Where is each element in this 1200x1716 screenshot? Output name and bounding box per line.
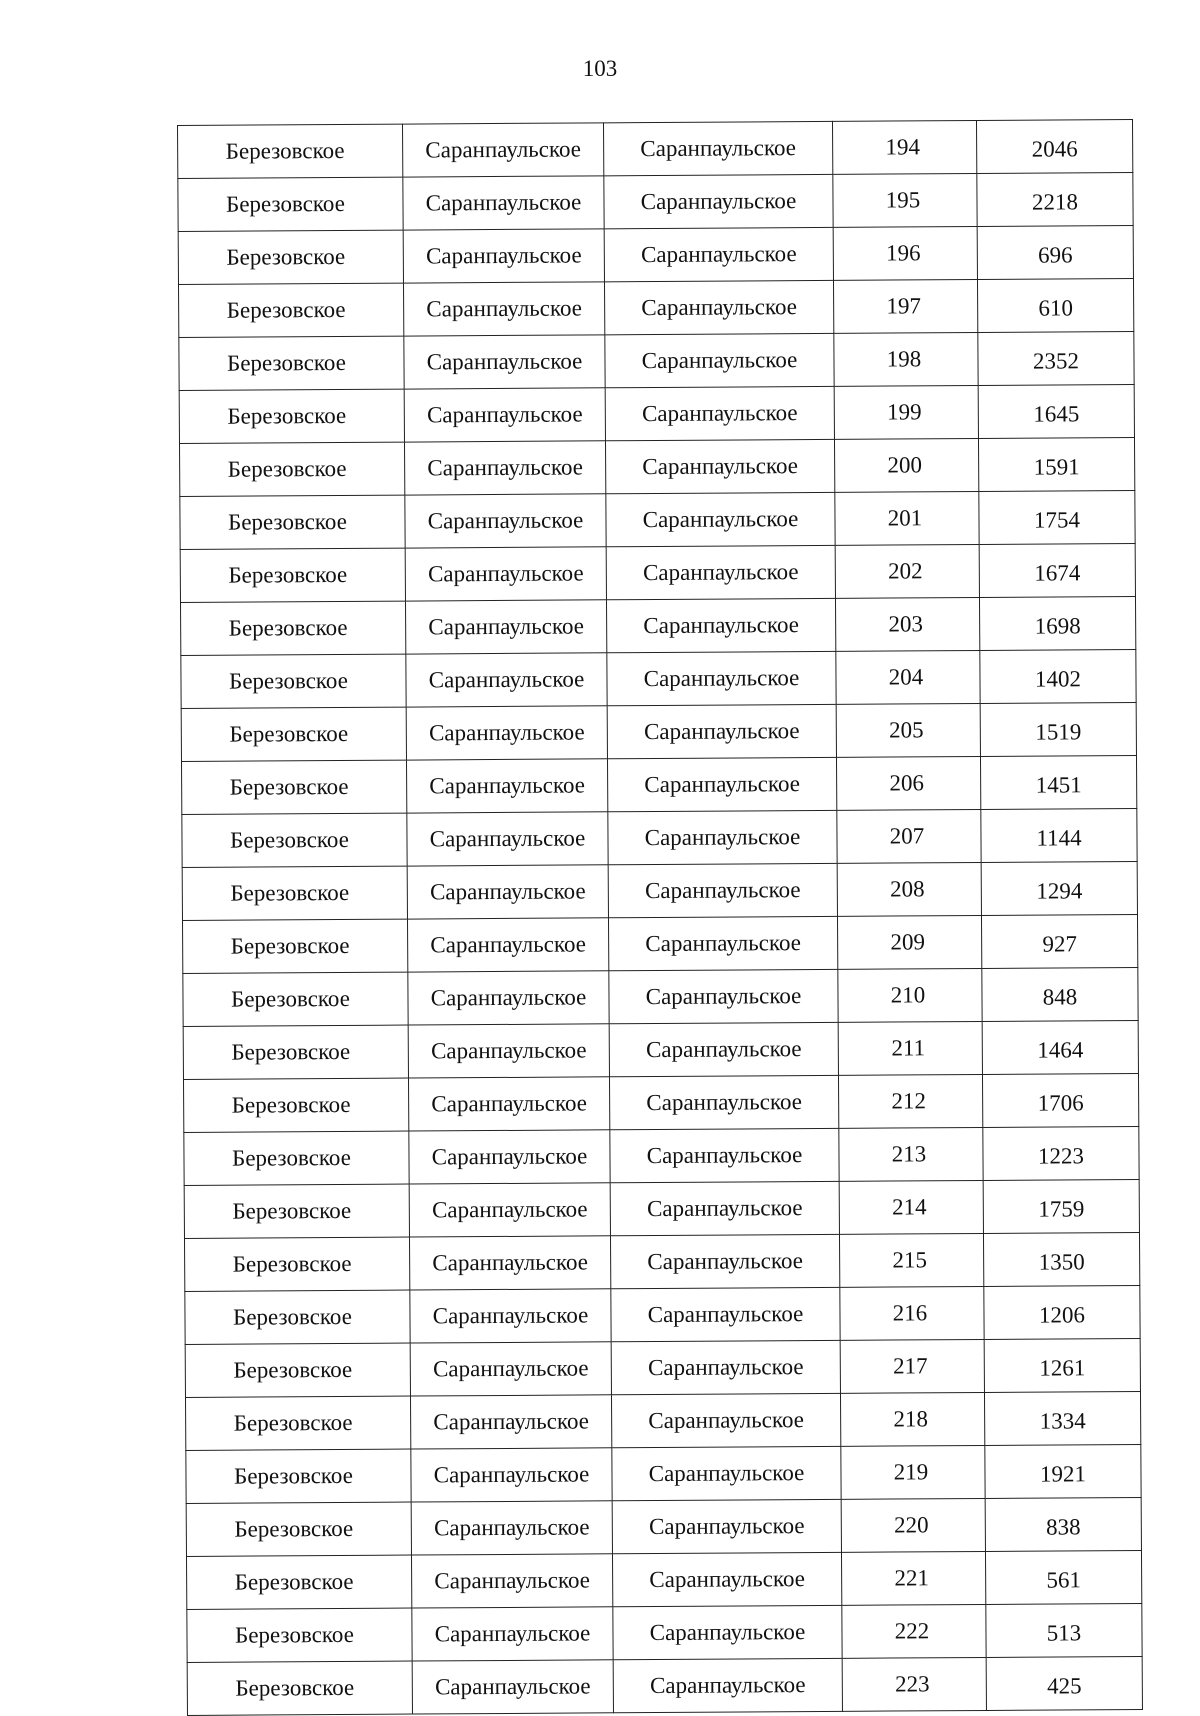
value-cell: 425 xyxy=(986,1656,1142,1710)
locality-cell: Саранпаульское xyxy=(610,1128,839,1182)
table-row xyxy=(180,543,1135,602)
locality-cell: Саранпаульское xyxy=(608,916,837,970)
value-cell: 1921 xyxy=(985,1444,1141,1498)
district-cell: Березовское xyxy=(182,866,407,920)
value-cell: 2218 xyxy=(977,172,1133,226)
table-row xyxy=(182,808,1137,867)
locality-cell: Саранпаульское xyxy=(605,333,834,387)
locality-cell: Саранпаульское xyxy=(606,598,835,652)
settlement-cell: Саранпаульское xyxy=(407,812,608,866)
settlement-cell: Саранпаульское xyxy=(409,1183,610,1237)
table-row xyxy=(184,1179,1139,1238)
district-cell: Березовское xyxy=(184,1237,409,1291)
value-cell: 1223 xyxy=(983,1126,1139,1180)
district-cell: Березовское xyxy=(178,124,403,178)
district-cell: Березовское xyxy=(186,1502,411,1556)
settlement-cell: Саранпаульское xyxy=(411,1501,612,1555)
table-row xyxy=(183,1073,1138,1132)
number-cell: 200 xyxy=(834,438,978,492)
value-cell: 1294 xyxy=(981,861,1137,915)
settlement-cell: Саранпаульское xyxy=(404,388,605,442)
settlement-cell: Саранпаульское xyxy=(411,1448,612,1502)
table-row xyxy=(185,1285,1140,1344)
settlement-cell: Саранпаульское xyxy=(410,1342,611,1396)
district-cell: Березовское xyxy=(179,336,404,390)
value-cell: 610 xyxy=(977,278,1133,332)
locality-cell: Саранпаульское xyxy=(605,439,834,493)
number-cell: 215 xyxy=(839,1233,983,1287)
locality-cell: Саранпаульское xyxy=(611,1340,840,1394)
table-row xyxy=(178,225,1133,284)
value-cell: 561 xyxy=(985,1550,1141,1604)
table-row xyxy=(185,1391,1140,1450)
settlement-cell: Саранпаульское xyxy=(406,706,607,760)
number-cell: 217 xyxy=(840,1339,984,1393)
district-cell: Березовское xyxy=(181,760,406,814)
settlement-cell: Саранпаульское xyxy=(402,123,603,177)
value-cell: 838 xyxy=(985,1497,1141,1551)
locality-cell: Саранпаульское xyxy=(609,1022,838,1076)
settlement-cell: Саранпаульское xyxy=(410,1289,611,1343)
locality-cell: Саранпаульское xyxy=(611,1287,840,1341)
value-cell: 1759 xyxy=(983,1179,1139,1233)
settlement-cell: Саранпаульское xyxy=(404,335,605,389)
district-cell: Березовское xyxy=(178,177,403,231)
locality-cell: Саранпаульское xyxy=(605,386,834,440)
value-cell: 1144 xyxy=(981,808,1137,862)
table-row xyxy=(179,278,1134,337)
table-row xyxy=(184,1232,1139,1291)
number-cell: 205 xyxy=(836,703,980,757)
locality-cell: Саранпаульское xyxy=(608,810,837,864)
locality-cell: Саранпаульское xyxy=(610,1234,839,1288)
district-cell: Березовское xyxy=(180,495,405,549)
number-cell: 214 xyxy=(839,1180,983,1234)
locality-cell: Саранпаульское xyxy=(604,280,833,334)
value-cell: 2352 xyxy=(978,331,1134,385)
value-cell: 513 xyxy=(986,1603,1142,1657)
locality-cell: Саранпаульское xyxy=(613,1658,842,1712)
district-cell: Березовское xyxy=(185,1290,410,1344)
table-row xyxy=(178,172,1133,231)
locality-cell: Саранпаульское xyxy=(606,492,835,546)
table-row xyxy=(181,755,1136,814)
table-row xyxy=(181,596,1136,655)
settlement-cell: Саранпаульское xyxy=(406,653,607,707)
value-cell: 696 xyxy=(977,225,1133,279)
table-row xyxy=(185,1338,1140,1397)
district-cell: Березовское xyxy=(180,548,405,602)
district-cell: Березовское xyxy=(184,1184,409,1238)
number-cell: 195 xyxy=(833,173,977,227)
number-cell: 202 xyxy=(835,544,979,598)
settlement-cell: Саранпаульское xyxy=(407,918,608,972)
number-cell: 194 xyxy=(832,120,976,174)
number-cell: 211 xyxy=(838,1021,982,1075)
settlement-cell: Саранпаульское xyxy=(403,229,604,283)
value-cell: 1591 xyxy=(978,437,1134,491)
locality-cell: Саранпаульское xyxy=(612,1446,841,1500)
settlement-cell: Саранпаульское xyxy=(409,1130,610,1184)
data-table xyxy=(177,119,1143,1716)
settlement-cell: Саранпаульское xyxy=(404,441,605,495)
number-cell: 198 xyxy=(834,332,978,386)
value-cell: 1754 xyxy=(979,490,1135,544)
value-cell: 1674 xyxy=(979,543,1135,597)
value-cell: 1261 xyxy=(984,1338,1140,1392)
locality-cell: Саранпаульское xyxy=(606,545,835,599)
settlement-cell: Саранпаульское xyxy=(403,282,604,336)
district-cell: Березовское xyxy=(181,707,406,761)
number-cell: 220 xyxy=(841,1498,985,1552)
locality-cell: Саранпаульское xyxy=(607,651,836,705)
district-cell: Березовское xyxy=(181,654,406,708)
settlement-cell: Саранпаульское xyxy=(405,494,606,548)
table-row xyxy=(187,1603,1142,1662)
number-cell: 221 xyxy=(841,1551,985,1605)
locality-cell: Саранпаульское xyxy=(612,1552,841,1606)
number-cell: 218 xyxy=(840,1392,984,1446)
locality-cell: Саранпаульское xyxy=(609,1075,838,1129)
number-cell: 213 xyxy=(839,1127,983,1181)
district-cell: Березовское xyxy=(187,1661,412,1715)
district-cell: Березовское xyxy=(179,283,404,337)
number-cell: 212 xyxy=(838,1074,982,1128)
district-cell: Березовское xyxy=(182,919,407,973)
locality-cell: Саранпаульское xyxy=(607,757,836,811)
value-cell: 1706 xyxy=(982,1073,1138,1127)
number-cell: 199 xyxy=(834,385,978,439)
district-cell: Березовское xyxy=(187,1608,412,1662)
table-row xyxy=(182,861,1137,920)
number-cell: 197 xyxy=(833,279,977,333)
district-cell: Березовское xyxy=(181,601,406,655)
district-cell: Березовское xyxy=(178,230,403,284)
number-cell: 201 xyxy=(835,491,979,545)
number-cell: 204 xyxy=(836,650,980,704)
district-cell: Березовское xyxy=(186,1555,411,1609)
number-cell: 209 xyxy=(837,915,981,969)
district-cell: Березовское xyxy=(183,1025,408,1079)
settlement-cell: Саранпаульское xyxy=(405,600,606,654)
table-body xyxy=(178,119,1143,1715)
table-row xyxy=(181,702,1136,761)
number-cell: 222 xyxy=(842,1604,986,1658)
number-cell: 203 xyxy=(835,597,979,651)
district-cell: Березовское xyxy=(185,1343,410,1397)
table-row xyxy=(183,1020,1138,1079)
locality-cell: Саранпаульское xyxy=(608,863,837,917)
table-row xyxy=(184,1126,1139,1185)
locality-cell: Саранпаульское xyxy=(613,1605,842,1659)
settlement-cell: Саранпаульское xyxy=(403,176,604,230)
table-row xyxy=(182,914,1137,973)
district-cell: Березовское xyxy=(184,1131,409,1185)
table-row xyxy=(181,649,1136,708)
table-row xyxy=(183,967,1138,1026)
table-row xyxy=(178,119,1133,178)
table-row xyxy=(179,384,1134,443)
table-row xyxy=(180,437,1135,496)
settlement-cell: Саранпаульское xyxy=(412,1660,613,1714)
value-cell: 848 xyxy=(982,967,1138,1021)
settlement-cell: Саранпаульское xyxy=(405,547,606,601)
locality-cell: Саранпаульское xyxy=(609,969,838,1023)
settlement-cell: Саранпаульское xyxy=(409,1236,610,1290)
locality-cell: Саранпаульское xyxy=(604,174,833,228)
table-row xyxy=(186,1550,1141,1609)
number-cell: 196 xyxy=(833,226,977,280)
settlement-cell: Саранпаульское xyxy=(408,971,609,1025)
value-cell: 1451 xyxy=(980,755,1136,809)
table-row xyxy=(186,1497,1141,1556)
locality-cell: Саранпаульское xyxy=(604,227,833,281)
number-cell: 206 xyxy=(836,756,980,810)
district-cell: Березовское xyxy=(182,813,407,867)
value-cell: 1206 xyxy=(984,1285,1140,1339)
table-row xyxy=(180,490,1135,549)
locality-cell: Саранпаульское xyxy=(603,121,832,175)
page-number: 103 xyxy=(582,56,618,81)
value-cell: 1519 xyxy=(980,702,1136,756)
locality-cell: Саранпаульское xyxy=(610,1181,839,1235)
number-cell: 216 xyxy=(840,1286,984,1340)
settlement-cell: Саранпаульское xyxy=(411,1554,612,1608)
locality-cell: Саранпаульское xyxy=(611,1393,840,1447)
settlement-cell: Саранпаульское xyxy=(408,1024,609,1078)
value-cell: 1464 xyxy=(982,1020,1138,1074)
locality-cell: Саранпаульское xyxy=(612,1499,841,1553)
number-cell: 208 xyxy=(837,862,981,916)
district-cell: Березовское xyxy=(180,442,405,496)
district-cell: Березовское xyxy=(186,1449,411,1503)
settlement-cell: Саранпаульское xyxy=(410,1395,611,1449)
number-cell: 207 xyxy=(837,809,981,863)
settlement-cell: Саранпаульское xyxy=(412,1607,613,1661)
number-cell: 210 xyxy=(838,968,982,1022)
value-cell: 2046 xyxy=(976,119,1132,173)
district-cell: Березовское xyxy=(185,1396,410,1450)
table-row xyxy=(179,331,1134,390)
district-cell: Березовское xyxy=(183,972,408,1026)
settlement-cell: Саранпаульское xyxy=(406,759,607,813)
value-cell: 1645 xyxy=(978,384,1134,438)
district-cell: Березовское xyxy=(179,389,404,443)
value-cell: 1698 xyxy=(979,596,1135,650)
value-cell: 1402 xyxy=(980,649,1136,703)
settlement-cell: Саранпаульское xyxy=(407,865,608,919)
value-cell: 927 xyxy=(981,914,1137,968)
district-cell: Березовское xyxy=(183,1078,408,1132)
value-cell: 1350 xyxy=(983,1232,1139,1286)
locality-cell: Саранпаульское xyxy=(607,704,836,758)
number-cell: 223 xyxy=(842,1657,986,1711)
value-cell: 1334 xyxy=(984,1391,1140,1445)
number-cell: 219 xyxy=(841,1445,985,1499)
settlement-cell: Саранпаульское xyxy=(408,1077,609,1131)
table-row xyxy=(186,1444,1141,1503)
